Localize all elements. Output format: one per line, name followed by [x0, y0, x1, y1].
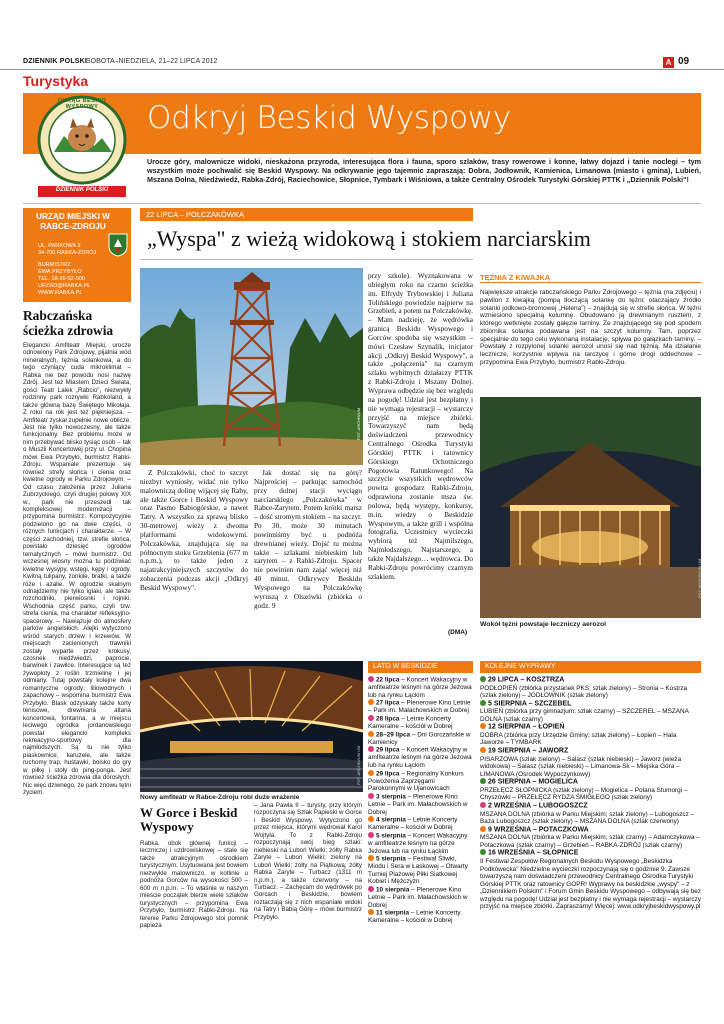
trip-route: PODŁOPIEŃ (zbiórka przystanek PKS; szlak zielony) – Stronia – Kostrza (szlak zielony) – JODŁOWNIK (szlak zielony)	[480, 684, 688, 700]
event-date: 28–29 lipca	[376, 731, 411, 739]
event-date: 5 sierpnia	[376, 855, 406, 863]
bullet-icon	[368, 816, 374, 822]
section-letter: A	[663, 57, 674, 68]
bullet-icon	[480, 723, 486, 729]
trips-header: KOLEJNE WYPRAWY	[480, 661, 701, 673]
bullet-icon	[480, 802, 486, 808]
event-item	[368, 793, 473, 816]
sidebar-address: UL. PARKOWA 2 34-700 RABKA-ZDRÓJ	[38, 243, 97, 256]
bullet-icon	[368, 699, 374, 705]
amfi-credit: FOT. ARCHIWUM UM	[356, 745, 361, 785]
trip-route: DOBRA (zbiórka przy Urzędzie Gminy; szlak zielony) – Łopień – Hala Jaworze – TYMBARK	[480, 731, 677, 747]
article-title: „Wyspa" z wieżą widokową i stokiem narciarskim	[147, 226, 591, 251]
trip-route: LUBIEŃ (zbiórka przy gimnazjum; szlak czarny) – SZCZEREL – MSZANA DOLNA (szlak czarny)	[480, 708, 689, 723]
divider	[23, 203, 701, 204]
event-item	[368, 715, 473, 731]
event-text: – Plenerowe Kino Letnie – Park im. Małachowskich w Dobrej	[368, 886, 468, 909]
bullet-icon	[480, 676, 486, 682]
tower-photo	[140, 268, 363, 465]
bullet-icon	[480, 849, 486, 855]
event-text: – Letnie Koncerty Kameralne – kościół w Dobrej	[368, 816, 458, 832]
article-col2: Jak dostać się na górę? Najprościej – parkując samochód przy dolnej stacji wyciągu narciarskiego „Polczakówka" w Rabce-Zarytem. Potem krótki marsz – dość stromym stokiem – na szczyt. Po 30, może 30 minutach powinniśmy być u podnóża drewnianej wieży. Dojść tu można także – szlakami niebieskim lub zarytem – z Rabki-Zdroju. Spacer nie powinien nam zająć więcej niż 40 minut. Odkrywcy Beskidu Wyspowego na Polczakówkę wyruszą z Olszówki (zbiórka o godz. 9	[254, 469, 362, 610]
trip-heading: 29 LIPCA – KOSZTRZA	[480, 676, 701, 685]
trips-list	[480, 676, 701, 911]
event-text: – Plenerowe Kino Letnie – Park im. Małachowskich w Dobrej	[368, 793, 468, 816]
event-item	[368, 676, 473, 699]
bullet-icon	[368, 731, 374, 737]
event-text: – Dni Gorczańskie w Kamienicy	[368, 731, 471, 746]
bullet-icon	[368, 715, 374, 721]
event-item	[368, 886, 473, 909]
article-col1: Z Polczakówki, choć to szczyt niezbyt wyniosły, widać nie tylko malowniczą dolinę wijącej się Raby, ale także Gorce i Beskid Wyspowy oraz Pasmo Babiogórskie, a nawet Tatry. A wszystko za sprawą blisko 30-metrowej wieży z dwoma platformami widokowymi. Polczakówka, znajdująca się na północnym stoku Grzebienia (677 m n.p.m.), to także jeden z najatrakcyjniejszych szczytów do zobaczenia podczas akcji „Odkryj Beskid Wyspowy".	[140, 469, 248, 592]
bullet-icon	[368, 855, 374, 861]
event-date: 28 lipca	[376, 715, 400, 723]
event-text: – Koncert Wakacyjny w amfiteatrze leśnym na górze Jeżowa lub na rynku Łąckim	[368, 746, 472, 770]
banner-title: Odkryj Beskid Wyspowy	[147, 100, 511, 136]
trip-route: MSZANA DOLNA (zbiórka w Parku Miejskim; szlak czarny) – Adamczykowa – Potaczkowa (szlak czarny) – Grzebień – RABKA-ZDRÓJ (szlak czarny)	[480, 834, 700, 849]
sidebar-box-title: URZĄD MIEJSKI W RABCE-ZDROJU	[36, 212, 110, 231]
bullet-icon	[480, 826, 486, 832]
gorce-title: W Gorce i Beskid Wyspowy	[140, 805, 238, 834]
trips-footer: II Festiwal Zespołów Regionalnych Beskidu Wyspowego „Beskidzka Podkówecka" Niedzielne wycieczki rozpoczynają się o godzinie 9. Zawsze towarzyszą nam doświadczeni przewodnicy Centralnego Ośrodka Turystyki Górskiej PTTK oraz ratownicy GOPR! Wyprawy na beskidzkie „wyspy" – z „Dziennikiem Polskim" i Forum Gmin Beskidu Wyspowego – odbywają się bez względu na pogodę! Udział jest bezpłatny i nie wymaga rejestracji – wystarczy przyjść na miejsce zbiórki. Zapraszamy! Więcej: www.odkryjbeskidwyspowy.pl	[480, 857, 701, 911]
bullet-icon	[368, 770, 374, 776]
bullet-icon	[480, 747, 486, 753]
article-kicker: 22 LIPCA – POLCZAKÓWKA	[140, 208, 473, 221]
trip-heading: 5 SIERPNIA – SZCZEBEL	[480, 700, 701, 709]
event-text: – Regionalny Konkurs Powożenia Zaprzęgami Parokonnymi w Ujanowicach	[368, 770, 464, 793]
event-item	[368, 832, 473, 855]
teznia-rule	[480, 282, 701, 283]
event-date: 29 lipca	[376, 746, 400, 754]
events-list	[368, 676, 473, 925]
event-item	[368, 770, 473, 793]
event-item	[368, 909, 473, 925]
sidebar-contact: BURMISTRZ EWA PRZYBYŁO TEL. 18-26-92-000 URZAD@RABKA.PL WWW.RABKA.PL	[38, 262, 91, 296]
trip-heading: 12 SIERPNIA – ŁOPIEŃ	[480, 723, 701, 732]
masthead-bar	[0, 56, 724, 70]
event-text: – Letnie Koncerty Kameralne – kościół w Dobrej	[368, 909, 461, 925]
bullet-icon	[368, 832, 374, 838]
title-rule	[140, 259, 473, 260]
gorce-col2: – Jana Pawła II – turysty, przy którym rozpoczyna się Szlak Papieski w Gorce i Beskid Wyspowy. Wytyczono go przez miejsca, którymi wędrował Karol Wojtyła. To z Rabki-Zdroju rozpoczynają swój bieg szlaki: niebieski na Luboń Wielki; żółty Rabka Zaryte – Luboń Wielki; zielony na Luboń Wielki; żółty na Piątkową; żółty Rabka Zaryte – Turbacz (1311 m n.p.m.), a także czerwony – na Turbacz. – Zachęcam do wędrówek po Gorcach i Beskidzie, bowiem roztaczają się z nich wspaniałe widoki na Tatry i Babią Górę – mówi burmistrz Przybyło.	[254, 802, 362, 921]
event-date: 10 sierpnia	[376, 886, 410, 894]
bullet-icon	[368, 909, 374, 915]
sidebar-heading: Rabczańska ścieżka zdrowia	[23, 308, 114, 338]
event-text: – Plenerowe Kino Letnie – Park im. Małachowskich w Dobrej	[368, 699, 471, 715]
teznia-text: Największe atrakcje rabczańskiego Parku Zdrojowego – tężnia (na zdjęciu) i pawilon z kiwajką (pompą tłoczącą solankę do tężni; otaczający źródło solanki jodkowo-bromowej „Helena") – znajdują się w strefie słońca. W tężni wzniesiono specjalną kolumnę. Obudowano ją drewnianym rusztem, z którego wetknięte zostały gałęzie tarniny. Ze znajdującego się pod spodem zbiornika solanka podawana jest na szczyt kolumny. Tam, poprzez specjalnie do tego celu wykonaną instalację, spływa po gałązkach tarniny. – Powstały z rozpylonej solanki aerozol unosi się nad tężnią. Ma działanie lecznicze, korzystnie wpływa na tarczycę i górne drogi oddechowe – przypomina Ewa Przybyło, burmistrz Rabki-Zdroju.	[480, 289, 701, 366]
event-date: 5 sierpnia	[376, 832, 406, 840]
event-date: 29 lipca	[376, 770, 400, 778]
bullet-icon	[368, 793, 374, 799]
trip-heading: 9 WRZEŚNIA – POTACZKOWA	[480, 826, 701, 835]
trip-heading: 26 SIERPNIA – MOGIELICA	[480, 778, 701, 787]
event-item	[368, 699, 473, 715]
lead-text: Urocze góry, malownicze widoki, nieskażona przyroda, interesująca flora i fauna, sporo szlaków, trasy rowerowe i konne, łatwy dojazd i tanie noclegi – tym wszystkim może pochwalić się Beskid Wyspowy. Na odkrywanie jego tajemnic zapraszają: Dobra, Jodłownik, Kamienica, Limanowa (miasto i gmina), Lubień, Mszana Dolna, Niedźwiedź, Rabka-Zdrój, Raciechowice, Słopnice, Tymbark i Wiśniowa, a także Centralny Ośrodek Turystyki Górskiej PTTK i „Dziennik Polski"!	[147, 157, 701, 184]
masthead: DZIENNIK POLSKI	[23, 58, 88, 65]
event-date: 27 lipca	[376, 699, 400, 707]
event-text: – Letnie Koncerty Kameralne – kościół w Dobrej	[368, 715, 453, 731]
rabka-crest-icon	[108, 233, 128, 257]
article-signature: (DMA)	[448, 629, 468, 636]
bullet-icon	[368, 676, 374, 682]
teznia-heading: TĘŻNIA Z KIWAJKĄ	[480, 273, 551, 282]
event-text: – Koncert Wakacyjny w amfiteatrze leśnym na górze Jeżowa lub na rynku Łąckim	[368, 832, 468, 855]
amfi-photo	[140, 661, 363, 792]
trip-heading: 2 WRZEŚNIA – LUBOGOSZCZ	[480, 802, 701, 811]
event-date: 4 sierpnia	[376, 816, 406, 824]
events-header: LATO W BESKIDZIE	[368, 661, 473, 673]
event-item	[368, 855, 473, 886]
event-date: 22 lipca	[376, 676, 400, 684]
event-date: 3 sierpnia	[376, 793, 406, 801]
event-text: – Koncert Wakacyjny w amfiteatrze leśnym na górze Jeżowa lub na rynku Łąckim	[368, 676, 472, 699]
event-date: 11 sierpnia	[376, 909, 410, 917]
amfi-caption: Nowy amfiteatr w Rabce-Zdroju robi duże wrażenie	[140, 794, 300, 801]
teznia-photo	[480, 397, 701, 618]
trip-heading: 19 SIERPNIA – JAWORZ	[480, 747, 701, 756]
trip-heading: 16 WRZEŚNIA – SŁOPNICE	[480, 849, 701, 858]
logo-badge: DZIENNIK POLSKI	[55, 187, 109, 193]
teznia-caption: Wokół tężni powstaje leczniczy aerozol	[480, 621, 607, 628]
logo-top-text: OKRĄG BESKID WYSPOWY	[57, 98, 107, 110]
teznia-credit: FOT. ARCHIWUM UM	[697, 558, 702, 598]
event-text: – Festiwal Śliwki, Miodu i Sera w Łaskowej – Otwarty Turniej Plażowej Piłki Siatkowej Kobiet i Mężczyzn	[368, 855, 468, 886]
event-item	[368, 731, 473, 747]
page-number: 09	[678, 56, 690, 67]
issue-date: SOBOTA–NIEDZIELA, 21–22 LIPCA 2012	[86, 58, 218, 65]
bullet-icon	[480, 700, 486, 706]
event-item	[368, 746, 473, 769]
tower-photo-credit: FOT. ARCHIWUM	[356, 408, 361, 440]
sidebar-text: Elegancki Amfiteatr Miejski, urocze odnowiony Park Zdrojowy, pijalnia wód mineralnych, tężnia solankowa, a do tego czyniący cuda mikroklimat – Rabka nie bez powodu nosi nazwę Zdrój. Jest też Miastem Dzieci Świata, gości Teatr Lalek „Rabcio", niezwykły rodzinny park rozrywki Rabkoland, a także główną bazę Świętego Mikołaja. Z roku na rok jest też piękniejsza. – Amfiteatr zyskał zupełnie nowe oblicze. Jest nie tylko nowoczesny, ale także funkcjonalny. Bez problemu może w nim przebywać blisko tysiąc osób – tak o Muszli Koncertowej przy ul. Chopina mówi Ewa Przybyło, burmistrz Rabki-Zdroju. Wspaniale prezentuje się również strefy słońca i cienia oraz kwietne ogrody w Parku Zdrojowym. – Od czasu założenia przez Juliana Zubrzyckiego, czyli drugiej połowy XIX w., park nie przeszedł tak kompleksowej modernizacji – przypomina burmistrz. Kompozycyjnie podzielono go na dwie części, o różnych funkcjach i charakterze. – W części zachodniej, tzw. strefie słońca, powstało dziesięć ogrodów tematycznych – mówi burmistrz. Od wczesnej wiosny można tu podziwiać kwietne wysypy, wstęgi, kępy i ogrody. Kwitną tulipany, żonkile, bratki, a także róże i azalie. W ogrodzie skalnym odnajdziemy nie tylko iglaki, ale także rozchodniki, pierwiosnki i rojniki. Wschodnia część parku, czyli tzw. strefa cienia, ma charakter refleksyjno-spacerowy. – Nawiązuje do atmosfery parków angielskich. Alejki wytyczono wśród starych drzew i krzewów. W miejscach zacienionych trawniki zostały wyparte przez krokusy, czosnek niedźwiedzi, paprocie, barwinek i zawilce. Interesujące są też żywopłoty z roślin trzmielinę i jej odmiany. Tutaj powstały kolejne dwa romantyczne ogrody: liliowodnych i zapachowy – wspomina burmistrz Ewa Przybyło. Blask odzyskały także korty tenisowe, drewniana altana koncertowa, fontanna, a w miejscu leciwego ogródka jordanowskiego powstał elegancki kompleks rekreacyjno-sportowy dla najmłodszych. Są tu nie tylko piaskownice, karuzele, ale także ruchomy trap, huśtawki, boisko do gry w piłkę i stoły do ping-ponga. Jest również ścieżka zdrowia dla dorosłych. Nic więc dziwnego, że park znowu tętni życiem.	[23, 342, 131, 797]
event-item	[368, 816, 473, 832]
bullet-icon	[368, 886, 374, 892]
article-col3: przy szkole). Wyznakowana w ubiegłym roku na czarno ścieżka im. Elfrydy Trybowskiej i Juliana Tolińskiego powiedzie najpierw na Grzebień, a potem na Polczakówkę. – Mam nadzieję, że wędrówka granicą Beskidu Wyspowego i Gorców spodoba się wszystkim – mówi Czesław Szynalik, inicjator akcji „Odkryj Beskid Wyspowy", a także „połączenia" na czarnym szlaku wybitnych działaczy PTTK z Rabki-Zdroju i Mszany Dolnej. Wyprawa odbędzie się bez względu na pogodę! Udział jest bezpłatny i nie wymaga rejestracji – wystarczy przyjść na miejsce zbiórki. Towarzyszyć nam będą doświadczeni przewodnicy Centralnego Ośrodka Turystyki Górskiej PTTK i ratownicy Górskiego Ochotniczego Pogotowia Ratunkowego! Na szczycie wszystkich wędrowców powita gospodarz Rabki-Zdroju, odprawiona zostanie msza św. polowa, będą występy, konkursy, m.in. wiedzy o Beskidzie Wyspowym, a także grill i wspólna fotografia. Uczestnicy wycieczki wybiorą też Najmilszego, Najmłodszego, Najstarszego, a także Najdalszego… wędrowca. Do Rabki-Zdroju powrócimy czarnym szlakiem.	[368, 272, 473, 581]
bullet-icon	[368, 746, 374, 752]
trip-route: MSZANA DOLNA (zbiórka w Parku Miejskim; szlak zielony) – Lubogoszcz – Baza Lubogoszcz (szlak zielony) – MSZANA DOLNA (szlak czerwony)	[480, 810, 695, 826]
section-title: Turystyka	[23, 73, 89, 89]
trip-route: PRZEŁĘCZ SŁOPNICKA (szlak zielony) – Mogielica – Polana Stumorgi – Chyszówki – PRZEŁĘCZ RYDZA ŚMIGŁEGO (szlak zielony)	[480, 786, 688, 802]
bullet-icon	[480, 778, 486, 784]
gorce-col1: Rabka, obok głównej funkcji – leczniczej i uzdrowiskowej – stale się także atrakcyjnym ośrodkiem turystycznym. Usytuowana jest bowiem niezwykle malowniczo, w kotlinie u podnóża Gorców na wysokości 500 – 600 m n.p.m. – To właśnie w naszym mieście początek bierze wiele szlaków turystycznych – przypomina Ewa Przybyło, burmistrz Rabki-Zdroju. Na terenie Parku Zdrojowego stoi pomnik papieża	[140, 840, 248, 929]
trip-route: PISARZOWA (szlak zielony) – Salasz (szlak niebieski) – Jaworz (wieża widokowa) – Salasz (szlak niebieski) – Limanowa-Sk – Miejska Góra – LIMANOWA (Ośrodek Wypoczynkowy)	[480, 755, 682, 778]
